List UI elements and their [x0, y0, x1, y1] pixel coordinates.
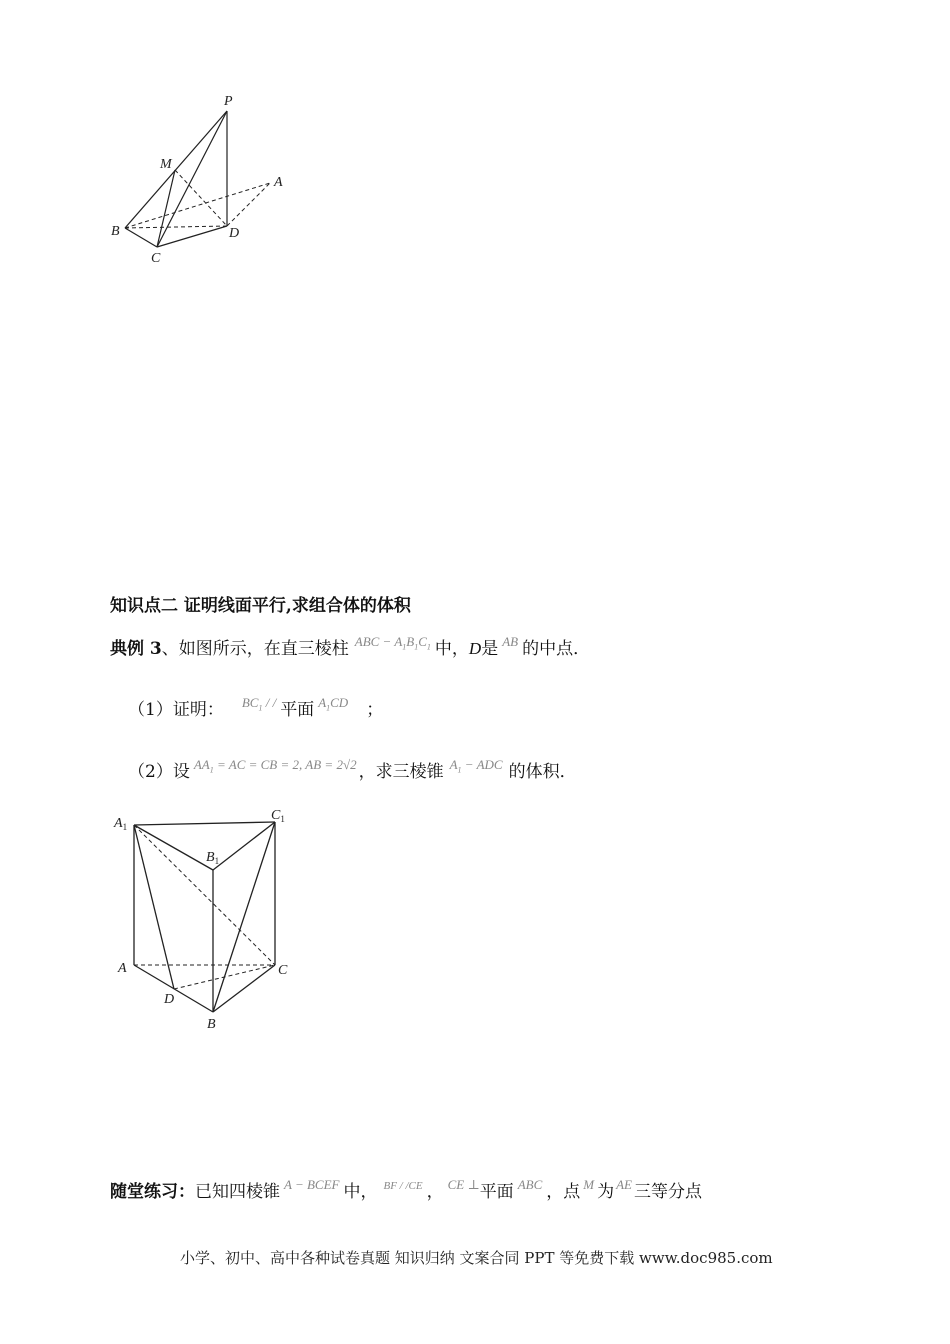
label-c: C [151, 251, 161, 266]
example-3-text1: 如图所示，在直三棱柱 [178, 639, 349, 659]
example-3-text2: 中， [434, 639, 469, 659]
label-c: C [278, 963, 288, 978]
label-a: A [118, 961, 127, 976]
footer-text: 小学、初中、高中各种试卷真题 知识归纳 文案合同 PPT 等免费下载 www.doc985.com [180, 1249, 773, 1267]
part-2-prefix: （2）设 [128, 762, 190, 782]
label-c1: $C_1$ [271, 808, 285, 824]
practice-math3: CE ⊥ [447, 1177, 480, 1192]
part-2-math2: A1 − ADC [449, 757, 503, 775]
practice-line [110, 1177, 702, 1205]
practice-text6: 为 [597, 1182, 615, 1202]
example-3-text3: 是 [481, 639, 499, 659]
part-2-line [128, 757, 577, 790]
example-3-line [110, 634, 591, 667]
page-footer [180, 1247, 773, 1268]
label-a: A [274, 175, 283, 190]
practice-text4: 平面 [479, 1182, 514, 1202]
practice-math1: A − BCEF [284, 1177, 340, 1192]
practice-text7: 三等分点 [633, 1182, 702, 1202]
label-p: P [224, 94, 233, 109]
example-3-var-d: D [468, 639, 482, 658]
example-3-sep: 、 [161, 639, 179, 659]
example-3-label: 典例 3 [110, 639, 162, 659]
practice-text5: ，点 [546, 1182, 581, 1202]
part-1-text2: ； [366, 700, 384, 720]
section-heading [110, 591, 411, 616]
figure-pyramid [100, 85, 310, 270]
practice-text3: ， [426, 1182, 444, 1202]
practice-math6: AE [616, 1177, 632, 1192]
part-2-math1: AA1 = AC = CB = 2, AB = 2√2 [193, 757, 357, 775]
practice-text2: 中， [343, 1182, 378, 1202]
practice-label: 随堂练习： [110, 1182, 195, 1202]
label-a1: $A_1$ [114, 816, 128, 832]
part-1-math2: A1CD [318, 695, 349, 713]
label-d: D [164, 992, 175, 1007]
label-b: B [207, 1017, 216, 1032]
practice-text1: 已知四棱锥 [195, 1182, 280, 1202]
figure-prism [105, 800, 315, 1040]
example-3-math2: AB [502, 634, 519, 649]
section-heading-text: 知识点二 证明线面平行,求组合体的体积 [110, 596, 411, 616]
label-m: M [160, 157, 172, 172]
part-1-prefix: （1）证明： [128, 700, 224, 720]
part-1-math1: BC1 / / [241, 695, 277, 713]
example-3-math1: ABC − A1B1C1 [354, 634, 431, 652]
practice-math4: ABC [517, 1177, 543, 1192]
practice-math2: BF / /CE [383, 1180, 423, 1192]
part-2-text1: ，求三棱锥 [358, 762, 444, 782]
label-b1: $B_1$ [206, 850, 220, 866]
part-1-text1: 平面 [280, 700, 315, 720]
label-b: B [111, 224, 120, 239]
practice-math5: M [583, 1177, 595, 1192]
label-d: D [229, 226, 240, 241]
part-1-line [128, 695, 384, 728]
part-2-text2: 的体积． [508, 762, 577, 782]
example-3-text4: 的中点． [522, 639, 591, 659]
